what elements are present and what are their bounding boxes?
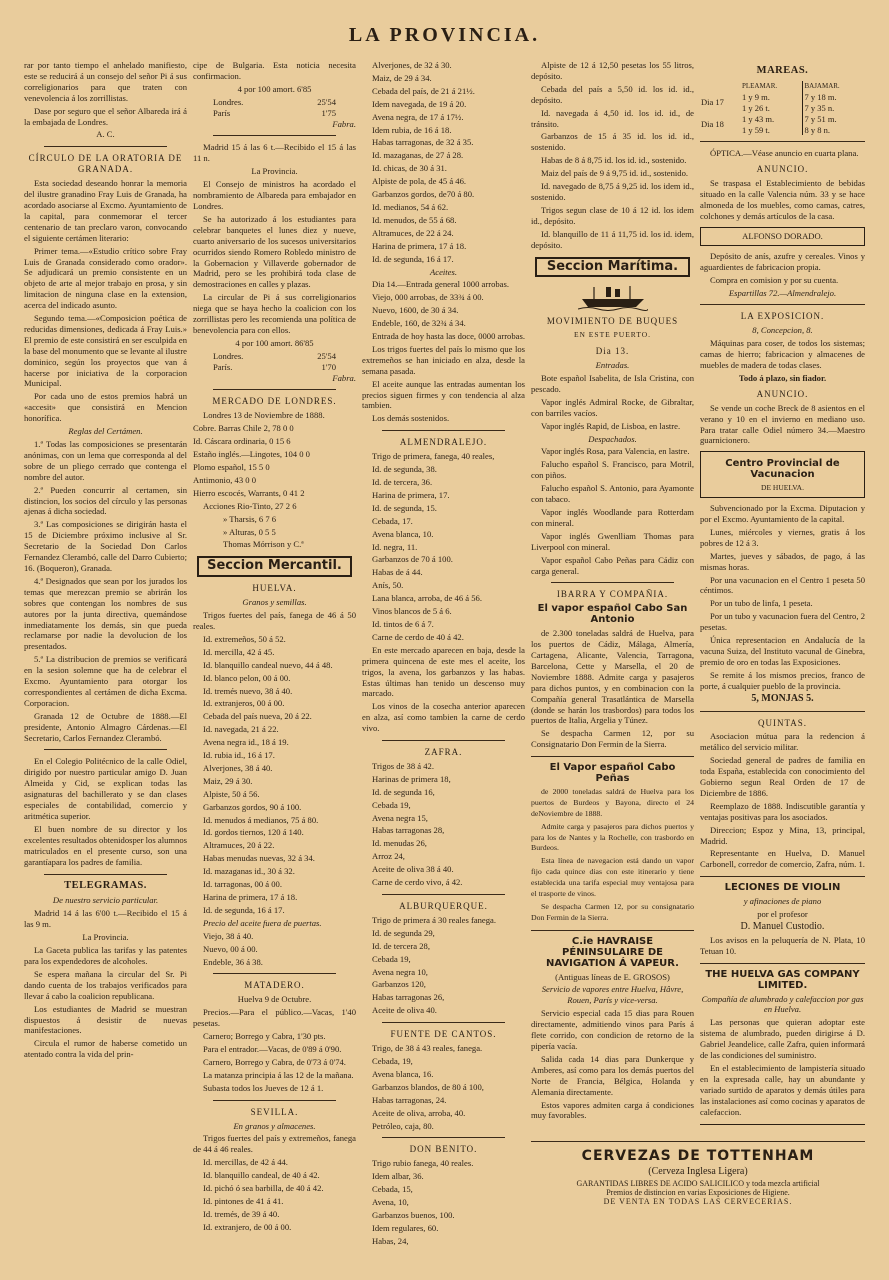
list-item: Id. blanquillo candeal, de 40 á 42. bbox=[203, 1170, 320, 1181]
list-item: Id. de segunda 29, bbox=[372, 927, 435, 938]
list-item: Endeble, 36 á 38. bbox=[203, 956, 263, 967]
list-item: Idem albar, 36. bbox=[372, 1171, 424, 1182]
list-item: Harina de primera, 17 á 18. bbox=[203, 892, 298, 902]
table-header: BAJAMAR. bbox=[803, 81, 865, 92]
list-item: » Tharsis, 6 7 6 bbox=[223, 513, 277, 524]
list-item: Habas tarragonas, 24. bbox=[372, 1094, 447, 1105]
list-item: Aceite de oliva 40. bbox=[372, 1005, 437, 1016]
list-item: Avena blanca, 10. bbox=[372, 528, 434, 539]
table-cell: 7 y 18 m. bbox=[804, 91, 837, 102]
list-item: Alverjones, de 32 á 30. bbox=[372, 60, 452, 70]
paragraph: Segundo tema.—«Composicion poética de reducidas dimensiones, dedicada á Fray Luis.» El premio de este consistirá en ser esculpida en la base del monumento que se levante al ilustre dominico, según los proyectos que van á hacerse por iniciativa de la corporacion Municipal. bbox=[24, 313, 187, 389]
subheading: DE HUELVA. bbox=[761, 483, 804, 493]
list-item: Cebada 19, bbox=[372, 953, 411, 964]
column-5 bbox=[700, 60, 865, 1125]
list-item: Trigo de primera á 30 reales fanega. bbox=[372, 914, 497, 925]
subheading: Compañía de alumbrado y calefaccion por gas en Huelva. bbox=[701, 993, 864, 1015]
list-item: Habas de 8 á 8,75 id. los id. id., sostenido. bbox=[541, 155, 687, 166]
list-item: Avena, 10, bbox=[372, 1197, 409, 1208]
quote-label: París. bbox=[213, 361, 233, 372]
list-item: Id. blanquillo candeal nuevo, 44 á 48. bbox=[203, 659, 333, 670]
paragraph: Direccion; Espoz y Mina, 13, principal, Madrid. bbox=[700, 824, 865, 846]
list-item: Id. mercilla, 42 á 45. bbox=[203, 646, 275, 657]
quote-label: París bbox=[213, 107, 231, 118]
paragraph: Sociedad general de padres de familia en toda España, establecida con conocimiento del Gobierno segun Real Orden de 17 de Diciembre de 1886. bbox=[700, 755, 865, 798]
paragraph bbox=[531, 1123, 694, 1125]
paragraph: Única representacion en Andalucía de la vacuna Suiza, del Instituto vacunal de Ginebra, premio de oro en todas las Exposiciones. bbox=[700, 635, 865, 667]
paragraph: La circular de Pi á sus correligionarios niega que se haya hecho la coalicion con los zorrillistas pero les recomienda una política de benevolencia para con ellos. bbox=[193, 292, 356, 335]
list-item: Altramuces, de 22 á 24. bbox=[372, 227, 454, 238]
list-item: Estaño inglés.—Lingotes, 104 0 0 bbox=[193, 449, 310, 460]
list-item: Carne de cerdo de 40 á 42. bbox=[372, 631, 464, 642]
ad-title: El vapor español Cabo San Antonio bbox=[537, 603, 688, 626]
ad-title: C.ie HAVRAISE PÉNINSULAIRE DE NAVIGATION Á VAPEUR. bbox=[546, 935, 679, 969]
table-cell bbox=[803, 114, 865, 136]
paragraph: Se traspasa el Establecimiento de bebidas situado en la calle Valencia núm. 33 y se hace almoneda de los muebles, como camas, catres, colchones y demás artículos de la casa. bbox=[700, 178, 865, 221]
list-item bbox=[362, 1249, 525, 1250]
list-item: Plomo español, 15 5 0 bbox=[193, 462, 270, 472]
paragraph: Esta línea de navegacion está dando un vapor fijo cada quince dias con este itinerario y tiene establecida una tarifa especial muy ventajosa para el trasporte de vinos. bbox=[531, 856, 694, 899]
paragraph: D. Manuel Custodio. bbox=[740, 921, 825, 932]
list-item: Garbanzos 120, bbox=[372, 979, 426, 990]
list-item: Trigos segun clase de 10 á 12 id. los idem id., depósito. bbox=[531, 204, 694, 226]
list-item: Avena negra 10, bbox=[372, 966, 428, 977]
table-cell: 1 y 9 m. bbox=[741, 91, 770, 102]
table-cell: 1 y 26 t. bbox=[741, 102, 770, 113]
section-heading: FUENTE DE CANTOS. bbox=[390, 1029, 497, 1040]
paragraph: 5, MONJAS 5. bbox=[751, 692, 814, 704]
list-item: Id. menudas 26, bbox=[372, 838, 427, 849]
ad-title: ALFONSO DORADO. bbox=[742, 230, 823, 241]
section-heading: MAREAS. bbox=[756, 65, 809, 76]
list-item: Maiz, 29 á 30. bbox=[203, 775, 253, 786]
list-item: Viejo, 38 á 40. bbox=[203, 930, 254, 941]
section-heading: MERCADO DE LONDRES. bbox=[212, 396, 337, 407]
list-item: Id. pintones de 41 á 41. bbox=[203, 1195, 284, 1206]
list-item: Cebada, 19, bbox=[372, 1055, 413, 1066]
list-item: Nuevo, 1600, de 30 á 34. bbox=[372, 305, 459, 316]
list-item: Cobre. Barras Chile 2, 78 0 0 bbox=[193, 423, 294, 434]
jewelry-ad bbox=[700, 1124, 865, 1126]
ad-line: GARANTIDAS LIBRES DE ACIDO SALICILICO y toda mezcla artificial bbox=[576, 1179, 820, 1188]
list-item: Anís, 50. bbox=[372, 580, 404, 591]
list-item: Id. gordos tiernos, 120 á 140. bbox=[203, 827, 304, 838]
list-item: Cebada del país nueva, 20 á 22. bbox=[203, 711, 312, 722]
list-item: Idem navegada, de 19 á 20. bbox=[372, 98, 467, 109]
list-item: Precio del aceite fuera de puertas. bbox=[203, 917, 322, 928]
section-heading: LA EXPOSICION. bbox=[740, 311, 825, 322]
quote-value: 1'70 bbox=[321, 361, 336, 372]
list-item: Maiz, de 29 á 34. bbox=[372, 72, 432, 83]
list-item: Vapor inglés Rosa, para Valencia, en lastre. bbox=[541, 446, 690, 457]
list-item: Garbanzos gordos, 90 á 100. bbox=[203, 801, 302, 812]
list-item: Falucho español S. Antonio, para Ayamonte con tabaco. bbox=[531, 483, 694, 505]
beer-ad bbox=[531, 1135, 865, 1206]
list-item: Garbanzos blandos, de 80 á 100, bbox=[372, 1081, 484, 1092]
list-item: Id. navegada á 4,50 id. los id. id., de tránsito. bbox=[531, 107, 694, 129]
list-item: Habas menudas nuevas, 32 á 34. bbox=[203, 853, 315, 864]
list-item: Id. negra, 11. bbox=[372, 541, 418, 552]
quote-value: 25'54 bbox=[317, 96, 336, 107]
paragraph: Los vinos de la cosecha anterior aparecen en alza, así como tambien la carne de cerdo vivo. bbox=[362, 701, 525, 734]
paragraph: Estos vapores admiten carga á condiciones muy favorables. bbox=[531, 1099, 694, 1121]
list-item: Id. extranjeros, 00 á 00. bbox=[203, 698, 285, 709]
paragraph: cipe de Bulgaria. Esta noticia necesita confirmacion. bbox=[193, 60, 356, 81]
list-item: Trigos de 38 á 42. bbox=[372, 760, 434, 771]
list-item: Garbanzos de 15 á 35 id. los id. id., sostenido. bbox=[531, 131, 694, 153]
ad-title: Centro Provincial de Vacunacion bbox=[725, 458, 840, 481]
paragraph: Primer tema.—«Estudio crítico sobre Fray Luis de Granada considerado como orador». Se adjudicará un premio consistente en un objeto de arte al mejor trabajo en prosa, y sin limitacion de ninguna clase en la extension, acerca del indicado asunto. bbox=[24, 245, 187, 311]
list-item: Id. Cáscara ordinaria, 0 15 6 bbox=[193, 436, 291, 447]
list-item: Antimonio, 43 0 0 bbox=[193, 474, 257, 485]
section-heading: HUELVA. bbox=[252, 583, 297, 594]
paragraph: Los avisos en la peluquería de N. Plata, 10 Tetuan 10. bbox=[700, 934, 865, 956]
paragraph: Los trigos fuertes del país lo mismo que los extremeños se han iniciado en alza, desde la semana pasada. bbox=[362, 343, 525, 376]
list-item: Vapor inglés Gwenlliam Thomas para Liverpool con mineral. bbox=[531, 530, 694, 552]
paragraph: 2.ª Pueden concurrir al certamen, sin distincion, los socios del círculo y las personas ajenas á dicha sociedad. bbox=[24, 484, 187, 517]
list-item: Id. de segunda 16, bbox=[372, 786, 435, 797]
list-item: Id. blanco pelon, 00 á 00. bbox=[203, 672, 291, 683]
paragraph: En el establecimiento de lampistería situado en la expresada calle, hay un abundante y variado surtido de aparatos y demás útiles para las instalaciones así como cocinas y aparatos de calefaccion. bbox=[700, 1062, 865, 1117]
list-item: Garbanzos buenos, 100. bbox=[372, 1209, 455, 1220]
paragraph: Se remite á los mismos precios, franco de porte, á cualquier pueblo de la provincia. bbox=[700, 669, 865, 691]
subheading: Aceites. bbox=[430, 266, 457, 277]
paragraph: Se despacha Carmen 12, por su Consignatario Don Fermin de la Sierra. bbox=[531, 728, 694, 750]
list-item: Vapor inglés Rapid, de Lisboa, en lastre. bbox=[541, 420, 681, 431]
list-item: Alpiste de pola, de 45 á 46. bbox=[372, 176, 467, 187]
section-heading: MOVIMIENTO DE BUQUES bbox=[546, 316, 679, 327]
section-heading: SEVILLA. bbox=[250, 1106, 299, 1117]
paragraph: Trigos fuertes del país y extremeños, fanega de 44 á 46 reales. bbox=[193, 1133, 356, 1155]
signature: Fabra. bbox=[332, 372, 356, 383]
section-banner: Seccion Marítima. bbox=[535, 257, 690, 278]
list-item: Id. menudos, de 55 á 68. bbox=[372, 214, 457, 225]
list-item: Idem rubia, de 16 á 18. bbox=[372, 124, 452, 135]
paragraph: Todo á plazo, sin fiador. bbox=[738, 372, 827, 383]
list-item: Lana blanca, arroba, de 46 á 56. bbox=[372, 593, 482, 604]
list-item: Harinas de primera 18, bbox=[372, 773, 451, 784]
section-heading: CÍRCULO DE LA ORATORIA DE GRANADA. bbox=[28, 153, 183, 175]
list-item: Id. de segunda, 16 á 17. bbox=[372, 253, 454, 264]
section-heading: ANUNCIO. bbox=[756, 164, 809, 175]
list-item: Habas, 24, bbox=[372, 1235, 409, 1246]
table-cell: Dia 17 bbox=[701, 97, 724, 108]
paragraph: Para el entrador.—Vacas, de 0'89 á 0'90. bbox=[203, 1043, 342, 1054]
paragraph: El Consejo de ministros ha acordado el nombramiento de Albareda para embajador en Londres. bbox=[193, 179, 356, 211]
table-cell bbox=[741, 114, 803, 136]
paragraph: Subasta todos los Jueves de 12 á 1. bbox=[203, 1082, 324, 1093]
paragraph: de 2.300 toneladas saldrá de Huelva, para los puertos de Cádiz, Málaga, Almería, Cartagena, Alicante, Valencia, Tarragona, Barcelona, Cette y Marsella, el 20 de Noviembre 1888. Admite carga y pasajeros para dichos puntos, y en combinacion con la Compañía general Trasatlántica de Marsella (donde se harán los trasbordos) para todos los puertos de Italia, Argelia y Túnez. bbox=[531, 628, 694, 726]
subheading: Servicio de vapores entre Huelva, Hâvre, Rouen, París y vice-versa. bbox=[541, 984, 684, 1006]
paragraph: Dia 14.—Entrada general 1000 arrobas. bbox=[372, 279, 509, 290]
table-row bbox=[700, 114, 865, 136]
list-item: Aceite de oliva 38 á 40. bbox=[372, 864, 454, 875]
paragraph: Por una vacunacion en el Centro 1 peseta 50 céntimos. bbox=[700, 574, 865, 596]
paragraph: Depósito de anís, azufre y cereales. Vinos y aguardientes de fabricacion propia. bbox=[700, 250, 865, 272]
paragraph: La Gaceta publica las tarifas y las patentes para los expendedores de alcoholes. bbox=[24, 945, 187, 966]
list-item: Cebada del país a 5,50 id. los id. id., depósito. bbox=[531, 83, 694, 105]
list-item: Altramuces, 20 á 22. bbox=[203, 840, 275, 851]
paragraph: Las personas que quieran adoptar este sistema de alumbrado, pueden dirigirse á D. Gabriel Jeandelice, calle Zafra, quien informará de las condiciones del suministro. bbox=[700, 1017, 865, 1061]
list-item: Cebada, 17. bbox=[372, 515, 413, 526]
paragraph: Reemplazo de 1888. Indiscutible garantía y ventajas positivas para los asociados. bbox=[700, 800, 865, 822]
list-item: Id. rubia id., 16 á 17. bbox=[203, 750, 275, 761]
subheading: Reglas del Certámen. bbox=[68, 426, 143, 437]
steamship-icon bbox=[531, 283, 694, 311]
paragraph: Se ha autorizado á los estudiantes para celebrar banquetes el lunes diez y nueve, cuarto aniversario de los sucesos universitarios ocurridos siendo Romero Robledo ministro de la Gobernacion y Villaverde gobernador de Madrid, pero se les prohibirá toda clase de demostraciones en calles y plazas. bbox=[193, 213, 356, 290]
section-heading: DON BENITO. bbox=[409, 1144, 478, 1155]
list-item: Thomas Mórrison y C.ª bbox=[223, 539, 304, 550]
quote-label: Londres. bbox=[213, 96, 244, 107]
paragraph: Dase por seguro que el señor Albareda irá á la embajada de Londres. bbox=[24, 105, 187, 127]
list-item: Entrada de hoy hasta las doce, 0000 arrobas. bbox=[372, 331, 525, 342]
section-heading: IBARRA Y COMPAÑIA. bbox=[556, 589, 669, 600]
subheading: y afinaciones de piano bbox=[743, 896, 822, 907]
paragraph: Carnero; Borrego y Cabra, 1'30 pts. bbox=[203, 1031, 326, 1042]
subheading: Despachados. bbox=[588, 433, 637, 444]
column-3 bbox=[362, 60, 525, 1250]
section-heading: ZAFRA. bbox=[424, 747, 463, 758]
subheading: En granos y almacenes. bbox=[233, 1120, 316, 1131]
list-item: Cebada del país, de 21 á 21½. bbox=[372, 85, 475, 96]
table-header: PLEAMAR. bbox=[741, 81, 778, 90]
list-item: Id. menudos á medianos, 75 á 80. bbox=[203, 814, 319, 825]
paragraph: El buen nombre de su director y los excelentes resultados obtenidosper los alumnos matriculados en el presente curso, son una garantíapara los padres de familia. bbox=[24, 823, 187, 867]
table-cell bbox=[803, 92, 865, 114]
list-item: Habas de á 44. bbox=[372, 567, 423, 578]
table-cell bbox=[741, 92, 803, 114]
list-item: Harina de primera, 17. bbox=[372, 489, 450, 500]
list-item: Arroz 24, bbox=[372, 851, 405, 862]
quote-value: 1'75 bbox=[321, 107, 336, 118]
list-item: Id. de tercera, 36. bbox=[372, 477, 433, 487]
signature: La Provincia. bbox=[251, 166, 298, 177]
paragraph: 8, Concepcion, 8. bbox=[752, 325, 813, 336]
list-item: Avena negra, de 17 á 17½. bbox=[372, 111, 464, 122]
paragraph: Admite carga y pasajeros para dichos puertos y para los de Nantes y la Rochelle, con trasbordo en Burdeos. bbox=[531, 821, 694, 853]
paragraph: Se espera mañana la circular del Sr. Pi dando cuenta de los trabajos verificados para llevar á cabo la coalicion republicana. bbox=[24, 968, 187, 1001]
paragraph: Por un tubo y vacunacion fuera del Centro, 2 pesetas. bbox=[700, 611, 865, 633]
paragraph: Londres 13 de Noviembre de 1888. bbox=[203, 410, 325, 421]
list-item: Bote español Isabelita, de Isla Cristina, con pescado. bbox=[531, 373, 694, 394]
list-item: Alverjones, 38 á 40. bbox=[203, 762, 273, 773]
section-heading: QUINTAS. bbox=[757, 717, 808, 728]
list-item: Vinos blancos de 5 á 6. bbox=[372, 606, 452, 617]
list-item: Cebada 19, bbox=[372, 799, 411, 810]
list-item: Id. mazaganas, de 27 á 28. bbox=[372, 150, 464, 161]
paragraph: Por cada uno de estos premios habrá un «accesit» que consistirá en Mencion honorífica. bbox=[24, 391, 187, 424]
paragraph: La matanza principia á las 12 de la mañana. bbox=[203, 1069, 354, 1080]
quote-line: 4 por 100 amort. 86'85 bbox=[235, 337, 314, 348]
subheading: (Antiguas líneas de E. GROSOS) bbox=[555, 971, 670, 982]
list-item: Id. extremeños, 50 á 52. bbox=[203, 633, 286, 644]
list-item: Vapor inglés Woodlande para Rotterdam con mineral. bbox=[531, 507, 694, 528]
quote-line: 4 por 100 amort. 6'85 bbox=[237, 83, 312, 94]
list-item: Trigo, de 38 á 43 reales, fanega. bbox=[372, 1043, 483, 1054]
paragraph: ÓPTICA.—Véase anuncio en cuarta plana. bbox=[710, 148, 859, 159]
signature: Fabra. bbox=[332, 118, 356, 129]
list-item: Habas tarragonas 28, bbox=[372, 825, 445, 836]
list-item: Avena blanca, 16. bbox=[372, 1068, 434, 1079]
list-item: Idem regulares, 60. bbox=[372, 1222, 439, 1233]
list-item: Cebada, 15, bbox=[372, 1184, 413, 1195]
paragraph: En el Colegio Politécnico de la calle Odiel, dirigido por nuestro particular amigo D. Juan Almeida y Cid, se explican todas las asignaturas del bachillerato y se dan clases especiales de contabilidad, comercio y aritmética superior. bbox=[24, 756, 187, 821]
list-item: Vapor español Cabo Peñas para Cádiz con carga general. bbox=[531, 554, 694, 576]
table-row bbox=[700, 92, 865, 114]
paragraph: Martes, jueves y sábados, de pago, á las mismas horas. bbox=[700, 550, 865, 572]
paragraph: Máquinas para coser, de todos los sistemas; camas de hierro; fabricacion y almacenes de muebles de madera de todas clases. bbox=[700, 338, 865, 371]
column-2 bbox=[193, 60, 356, 1250]
paragraph: En este mercado aparecen en baja, desde la primera quincena de este mes el aceite, los trigos, la avena, los garbanzos y las habas. Estas últimas han tenido un descenso muy marcado. bbox=[362, 644, 525, 699]
paragraph: Subvencionado por la Excma. Diputacion y por el Excmo. Ayuntamiento de la capital. bbox=[700, 503, 865, 524]
table-cell: 8 y 8 n. bbox=[804, 124, 830, 135]
list-item: Id. tremés, de 39 á 40. bbox=[203, 1208, 280, 1219]
list-item: Viejo, 000 arrobas, de 33¾ á 00. bbox=[372, 292, 484, 303]
list-item: Id. chicas, de 30 á 31. bbox=[372, 163, 447, 174]
ad-box bbox=[700, 227, 865, 246]
list-item: Id. medianos, 54 á 62. bbox=[372, 201, 449, 212]
paragraph: Esta sociedad deseando honrar la memoria del ilustre granadino Fray Luis de Granada, ha acordado asociarse al Excmo. Ayuntamiento de la capital, para conmemorar el tercer centenario de tan preclaro varon, convocando el siguiente certámen literario: bbox=[24, 178, 187, 243]
list-item: Id. tarragonas, 00 á 00. bbox=[203, 879, 282, 890]
ad-box bbox=[700, 451, 865, 498]
paragraph: Madrid 14 á las 6'00 t.—Recibido el 15 á las 9 m. bbox=[24, 908, 187, 930]
list-item: Acciones Rio-Tinto, 27 2 6 bbox=[203, 500, 297, 511]
ad-line: Premios de distincion en varias Exposiciones de Higiene. bbox=[606, 1188, 790, 1197]
ad-title: LECIONES DE VIOLIN bbox=[724, 882, 841, 894]
list-item: Id. mazaganas id., 30 á 32. bbox=[203, 866, 295, 877]
list-item: Aceite de oliva, arroba, 40. bbox=[372, 1107, 466, 1118]
list-item: Id. mercillas, de 42 á 44. bbox=[203, 1157, 288, 1168]
paragraph: rar por tanto tiempo el anhelado manifiesto, este se reducirá á un consejo del señor Pi á sus correligionarios para que traten con venevolencia á los zorrillistas. bbox=[24, 60, 187, 103]
paragraph: Precios.—Para el público.—Vacas, 1'40 pesetas. bbox=[193, 1007, 356, 1029]
paragraph: Trigo de primera, fanega, 40 reales, bbox=[372, 451, 495, 462]
paragraph: Por un tubo de linfa, 1 peseta. bbox=[710, 598, 813, 609]
paragraph: de 2000 toneladas saldrá de Huelva para los puertos de Burdeos y Bayona, directo el 24 deNoviembre de 1888. bbox=[531, 786, 694, 818]
column-4 bbox=[531, 60, 694, 1125]
list-item: Garbanzos gordos, de70 á 80. bbox=[372, 189, 475, 200]
list-item: Id. de segunda, 38. bbox=[372, 464, 437, 475]
subheading: Granos y semillas. bbox=[242, 597, 307, 608]
list-item: Nuevo, 00 á 00. bbox=[203, 943, 258, 954]
section-heading: ALBURQUERQUE. bbox=[399, 901, 488, 911]
paragraph: El aceite aunque las entradas aumentan los precios siguen firmes y con tendencia al alza tambien. bbox=[362, 378, 525, 411]
list-item: Vapor inglés Admiral Rocke, de Gibraltar, con barriles vacíos. bbox=[531, 396, 694, 418]
paragraph: Compra en comision y por su cuenta. bbox=[710, 274, 839, 285]
ad-subtitle: (Cerveza Inglesa Ligera) bbox=[648, 1166, 748, 1177]
paragraph: Se vende un coche Breck de 8 asientos en el verano y 10 en el invierno en mediano uso. Para tratar calle Odiel número 34.—Maestro guarnicionero. bbox=[700, 402, 865, 446]
paragraph: Representante en Huelva, D. Manuel Carbonell, corredor de comercio, Zafra, núm. 1. bbox=[700, 848, 865, 870]
masthead: LA PROVINCIA. bbox=[348, 24, 541, 46]
list-item: Id. pichó ó sea barbilla, de 40 á 42. bbox=[203, 1183, 324, 1194]
list-item: Id. blanquillo de 11 á 11,75 id. los id. idem, depósito. bbox=[531, 228, 694, 250]
list-item: Habas tarragonas 26, bbox=[372, 992, 445, 1003]
list-item: Maiz del país de 9 á 9,75 id. id., sostenido. bbox=[541, 168, 689, 179]
paragraph: Madrid 15 á las 6 t.—Recibido el 15 á las 11 n. bbox=[193, 142, 356, 164]
table-cell: 7 y 35 n. bbox=[804, 102, 835, 113]
list-item: Petróleo, caja, 80. bbox=[372, 1120, 434, 1131]
list-item: Alpiste de 12 á 12,50 pesetas los 55 litros, depósito. bbox=[531, 60, 694, 81]
list-item: Id. tintos de 6 á 7. bbox=[372, 618, 434, 629]
paragraph: 1.ª Todas las composiciones se presentarán anónimas, con un lema que corresponda al del sobre de un pliego cerrado que contenga el nombre del autor. bbox=[24, 439, 187, 482]
list-item: Habas tarragonas, de 32 á 35. bbox=[372, 137, 474, 148]
paragraph: Espartillas 72.—Almendralejo. bbox=[728, 287, 837, 298]
list-item: Alpiste, 50 á 56. bbox=[203, 788, 260, 799]
paragraph: Granada 12 de Octubre de 1888.—El presidente, Antonio Almagro Cárdenas.—El Secretario, Carlos Fernandez Clerambó. bbox=[24, 710, 187, 743]
list-item: Id. de segunda, 16 á 17. bbox=[203, 904, 285, 915]
paragraph: por el profesor bbox=[757, 909, 808, 920]
list-item: Harina de primera, 17 á 18. bbox=[372, 240, 467, 251]
subheading: De nuestro servicio particular. bbox=[52, 895, 159, 906]
list-item: » Alturas, 0 5 5 bbox=[223, 526, 276, 537]
table-cell: 1 y 59 t. bbox=[741, 124, 770, 135]
section-heading: TELEGRAMAS. bbox=[64, 879, 147, 891]
list-item: Avena negra 15, bbox=[372, 812, 428, 823]
list-item: Endeble, 160, de 32¾ á 34. bbox=[372, 318, 466, 329]
list-item: Hierro escocés, Warrants, 0 41 2 bbox=[193, 487, 305, 498]
ad-title: CERVEZAS DE TOTTENHAM bbox=[581, 1148, 815, 1164]
paragraph: Lunes, miércoles y viernes, gratis á los pobres de 12 á 3. bbox=[700, 526, 865, 548]
paragraph: Servicio especial cada 15 dias para Rouen directamente, admitiendo vinos para París á flete corrido, con condicion de retorno de la pipería vacía. bbox=[531, 1008, 694, 1051]
paragraph: 3.ª Las composiciones se dirigirán hasta el 15 de Diciembre próximo inclusive al Sr. Secretario de la Sociedad Don Carlos Fernandez Clerambó, calle del Darro Cubierto; 16. (Boqueron), Granada. bbox=[24, 519, 187, 573]
section-heading: ANUNCIO. bbox=[756, 388, 809, 399]
paragraph: Trigos fuertes del país, fanega de 46 á 50 reales. bbox=[193, 610, 356, 631]
paragraph: Los demás sostenidos. bbox=[372, 413, 450, 424]
paragraph: Se despacha Carmen 12, por su consignatario Don Fermin de la Sierra. bbox=[531, 902, 694, 922]
list-item: Id. tremés nuevo, 38 á 40. bbox=[203, 685, 293, 696]
signature: A. C. bbox=[96, 129, 115, 140]
list-item: Garbanzos de 70 á 100. bbox=[372, 554, 453, 565]
paragraph: Carnero, Borrego y Cabra, de 0'73 á 0'74. bbox=[203, 1056, 346, 1067]
paragraph: Asociacion mútua para la redencion á metálico del servicio militar. bbox=[700, 731, 865, 753]
list-item: Id. navegada, 21 á 22. bbox=[203, 724, 279, 735]
paragraph: Huelva 9 de Octubre. bbox=[237, 994, 312, 1005]
list-item: Id. extranjero, de 00 á 00. bbox=[203, 1221, 292, 1232]
list-item: Id. de segunda, 15. bbox=[372, 502, 437, 513]
section-heading: Dia 13. bbox=[595, 346, 630, 357]
table-cell: 7 y 51 m. bbox=[804, 113, 837, 124]
paragraph: Salida cada 14 dias para Dunkerque y Amberes, así como para los demás puertos del Norte de Francia, Bélgica, Holanda y Alemania directamente. bbox=[531, 1053, 694, 1097]
list-item: Falucho español S. Francisco, para Motril, con piños. bbox=[531, 459, 694, 481]
ad-title: El Vapor español Cabo Peñas bbox=[549, 762, 676, 785]
list-item: Carne de cerdo vivo, á 42. bbox=[372, 877, 463, 888]
table-cell: Dia 18 bbox=[701, 119, 724, 130]
column-1 bbox=[24, 60, 187, 1250]
tides-table bbox=[700, 81, 865, 136]
list-item: Id. de tercera 28, bbox=[372, 940, 430, 951]
signature: La Provincia. bbox=[82, 932, 129, 943]
quote-label: Londres. bbox=[213, 350, 244, 361]
subheading: EN ESTE PUERTO. bbox=[573, 330, 652, 340]
paragraph: 5.ª La distribucion de premios se verificará en la sesion solemne que ha de celebrar el Excmo. Ayuntamiento para otorgar los correspondientes al certámen de dicha Excma. Corporacion. bbox=[24, 654, 187, 708]
section-heading: MATADERO. bbox=[244, 980, 305, 991]
paragraph: Los estudiantes de Madrid se muestran dispuestos á desistir de nuevas manifestaciones. bbox=[24, 1003, 187, 1036]
ad-line: DE VENTA EN TODAS LAS CERVECERIAS. bbox=[603, 1197, 793, 1206]
list-item: Avena negra id., 18 á 19. bbox=[203, 737, 289, 748]
quote-value: 25'54 bbox=[317, 350, 336, 361]
list-item: Trigo rubio fanega, 40 reales. bbox=[372, 1158, 474, 1169]
subheading: Entradas. bbox=[595, 360, 630, 371]
table-cell: 1 y 43 m. bbox=[741, 113, 775, 124]
ad-title: THE HUELVA GAS COMPANY LIMITED. bbox=[705, 968, 860, 991]
section-banner: Seccion Mercantil. bbox=[197, 556, 352, 577]
paragraph: 4.ª Designados que sean por los jurados los temas que merezcan premio se abrirán los sobres que contengan los nombres de sus autores por la junta directiva, quemándose inmediatamente los demás, sin que pueda reclamarse por nadie la devolucion de los presentados. bbox=[24, 575, 187, 652]
list-item: Id. navegado de 8,75 á 9,25 id. los idem id., sostenido. bbox=[531, 181, 694, 202]
paragraph: Circula el rumor de haberse cometido un atentado contra la vida del prin- bbox=[24, 1038, 187, 1060]
section-heading: ALMENDRALEJO. bbox=[399, 437, 488, 448]
